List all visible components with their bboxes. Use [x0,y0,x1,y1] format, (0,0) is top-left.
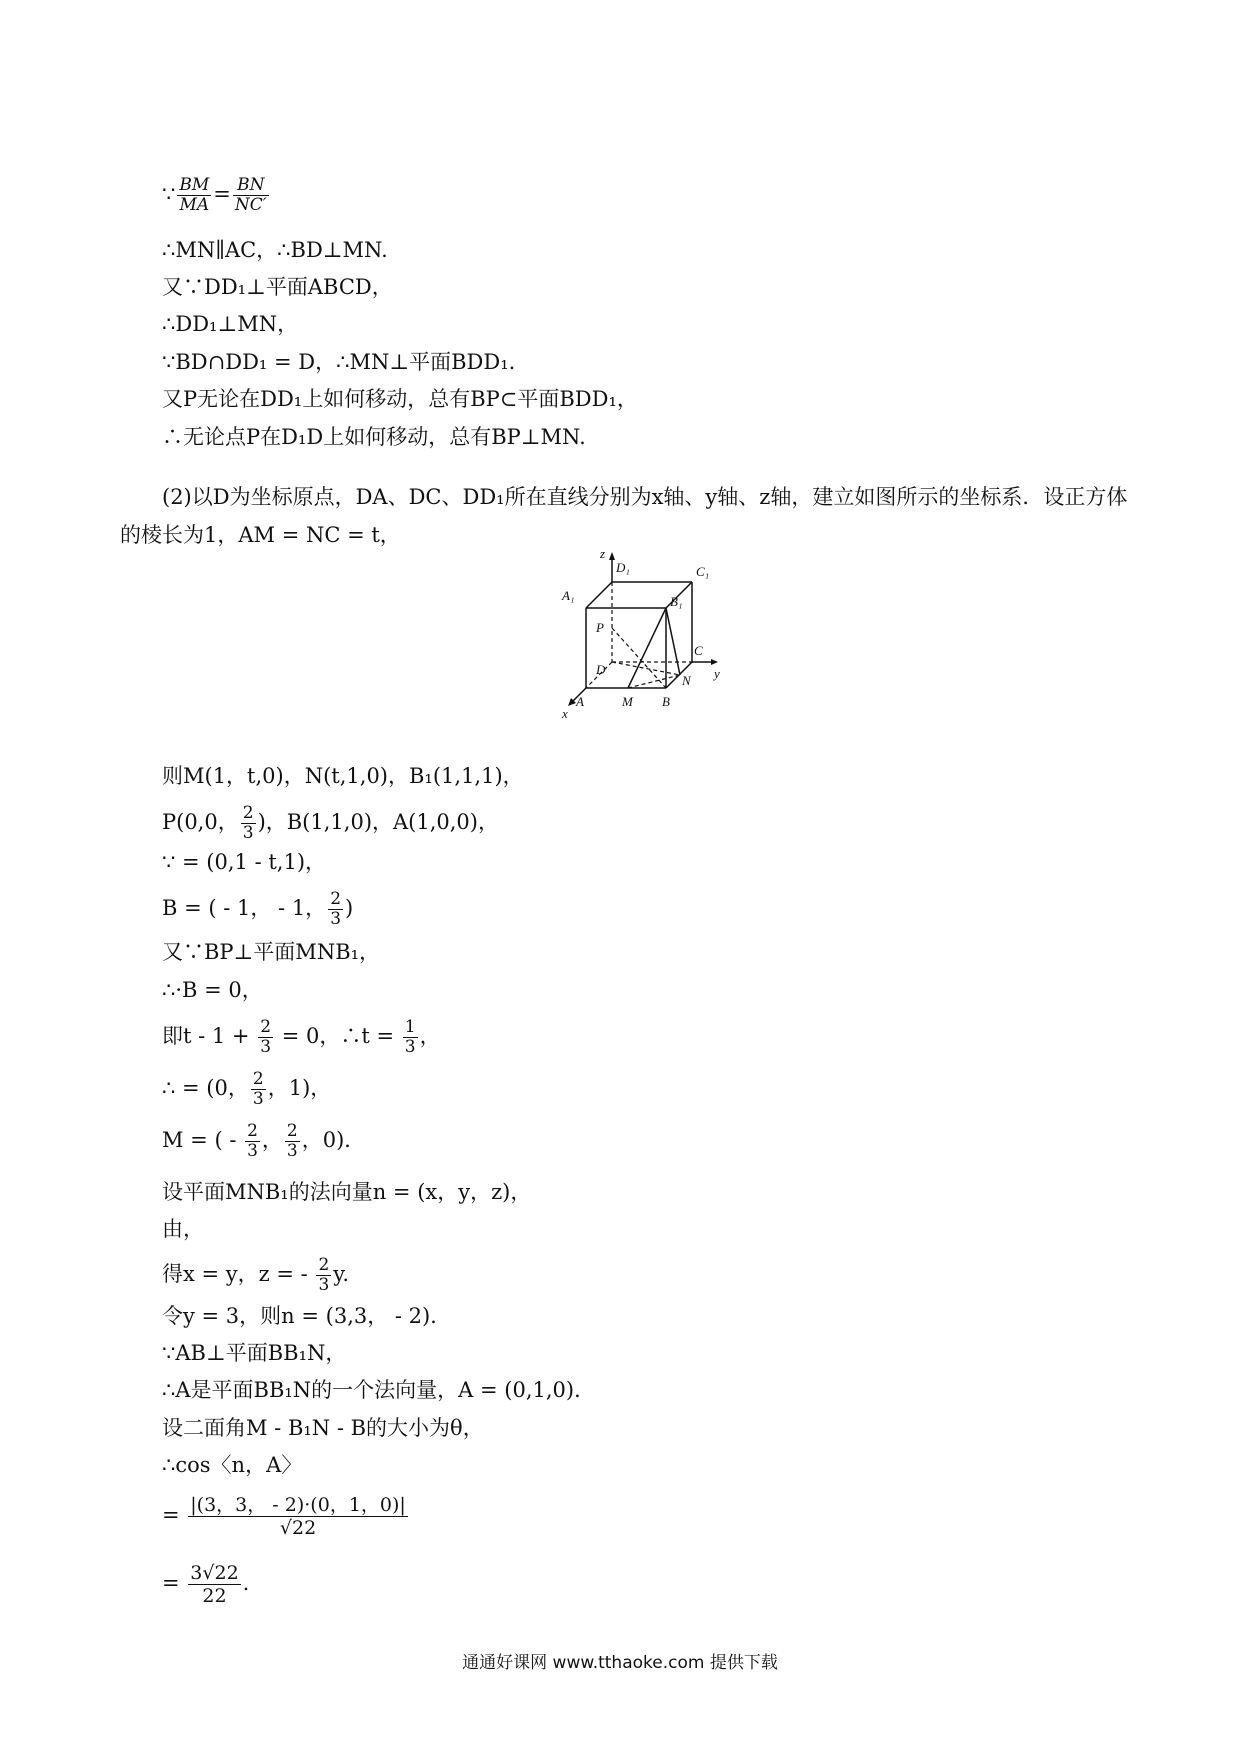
axis-label-y: y [714,666,720,681]
fraction: $\frac{2}{3}$ [330,889,342,929]
point-label-d: D [596,662,606,677]
fraction: $\frac{2}{3}$ [247,1121,258,1161]
proof-line: ∴MN∥AC，∴BD⊥MN. [162,238,388,262]
axis-label-z: z [600,548,606,561]
axis-label-x: x [562,706,568,720]
proof-line: ∵BD∩DD₁ = D，∴MN⊥平面BDD₁. [162,350,516,374]
solution-line: B = ( - 1， - 1， $\frac{2}{3}$ ) [162,889,354,929]
fraction: $\frac{|(3,3, - 2)\cdot(0,1,0)|}{√22}$ [190,1494,406,1539]
point-label-m: M [622,694,633,709]
proof-line: 又∵DD₁⊥平面ABCD， [162,275,393,299]
proof-line-ratio: ∵ $\frac{BM}{MA}$ = $\frac{BN}{NC'}$ [162,175,267,215]
fraction: $\frac{2}{3}$ [286,1121,298,1161]
solution-line: = $\frac{|(3,3, - 2)\cdot(0,1,0)|}{√22}$ [162,1494,406,1539]
solution-line: 设二面角M - B₁N - B的大小为θ， [162,1416,484,1440]
solution-line: ∵AB⊥平面BB₁N， [162,1341,347,1365]
solution-line: ∴ = (0， $\frac{2}{3}$ ，1)， [162,1069,332,1109]
page-footer: 通通好课网 www.tthaoke.com 提供下载 [462,1653,778,1673]
solution-line: ∴cos〈n，A〉 [162,1453,303,1477]
point-label-c: C [694,643,703,658]
solution-line: ∴·B = 0， [162,978,263,1002]
proof-line: ∴无论点P在D₁D上如何移动，总有BP⊥MN. [162,425,586,449]
solution-line: 即t - 1 + $\frac{2}{3}$ = 0，∴t = $\frac{1}{3}$ ， [162,1017,441,1057]
part2-paragraph: (2)以D为坐标原点，DA、DC、DD₁所在直线分别为x轴、y轴、z轴，建立如图所示的坐标系．设正方体的棱长为1，AM = NC = t， [120,485,1128,547]
point-label-b1: B₁ [670,594,683,609]
solution-line: ∴A是平面BB₁N的一个法向量，A = (0,1,0)． [162,1378,596,1402]
solution-line: 设平面MNB₁的法向量n = (x，y，z)， [162,1180,532,1204]
solution-line: 得x = y，z = - $\frac{2}{3}$ y. [162,1255,350,1295]
solution-line: 由， [162,1217,204,1241]
point-label-a: A [576,694,584,709]
fraction: $\frac{1}{3}$ [404,1017,416,1057]
fraction: $\frac{BN}{NC'}$ [234,175,267,215]
point-label-p: P [596,620,604,635]
point-label-a1: A₁ [562,588,575,603]
point-label-d1: D₁ [616,560,630,575]
point-label-n: N [682,673,691,688]
fraction: $\frac{2}{3}$ [318,1255,330,1295]
solution-line: 又∵BP⊥平面MNB₁， [162,940,381,964]
solution-line: P(0,0， $\frac{2}{3}$ )，B(1,1,0)，A(1,0,0)， [162,803,499,843]
fraction: $\frac{3√22}{22}$ [190,1562,239,1607]
fraction: $\frac{BM}{MA}$ [179,175,210,215]
solution-line: 则M(1，t,0)，N(t,1,0)，B₁(1,1,1)， [162,764,524,788]
solution-line: = $\frac{3√22}{22}$ . [162,1562,250,1607]
fraction: $\frac{2}{3}$ [242,803,254,843]
fraction: $\frac{2}{3}$ [260,1017,272,1057]
solution-line: 令y = 3，则n = (3,3， - 2)． [162,1304,452,1328]
proof-line: 又P无论在DD₁上如何移动，总有BP⊂平面BDD₁， [162,387,638,411]
solution-line: M = ( - $\frac{2}{3}$ ， $\frac{2}{3}$ ，0)． [162,1121,366,1161]
fraction: $\frac{2}{3}$ [252,1069,264,1109]
point-label-c1: C₁ [696,564,710,579]
point-label-b: B [662,694,670,709]
cube-figure [556,548,736,720]
proof-line: ∴DD₁⊥MN， [162,312,299,336]
solution-line: ∵ = (0,1 - t,1)， [162,850,327,874]
